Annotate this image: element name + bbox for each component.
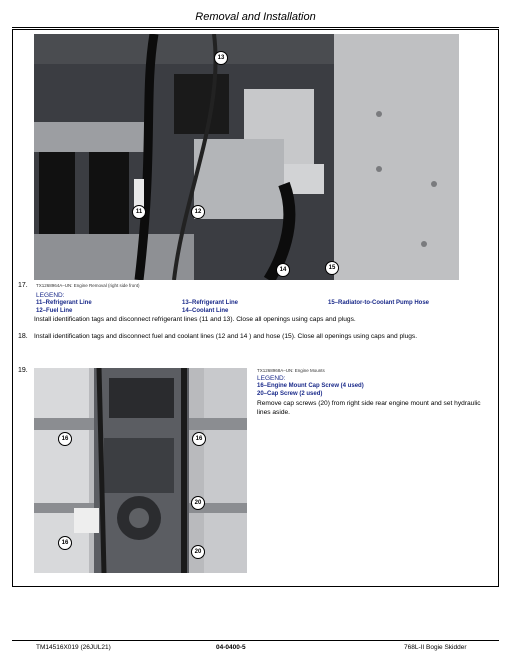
callout-15: 15 (325, 261, 339, 275)
step-18-number: 18. (18, 333, 28, 340)
step-19-legend-title: LEGEND: (257, 375, 286, 382)
step-19-number: 19. (18, 367, 28, 374)
step-17-legend-title: LEGEND: (36, 292, 65, 299)
callout-16-left-upper: 16 (58, 432, 72, 446)
callout-16-right: 16 (192, 432, 206, 446)
step-17-text: Install identification tags and disconnect refrigerant lines (11 and 13). Close all openings using caps and plugs. (34, 316, 356, 323)
footer-document-id: TM14516X019 (26JUL21) (36, 644, 111, 651)
engine-mounts-photo (34, 368, 247, 573)
step-17-number: 17. (18, 282, 28, 289)
legend-item-12: 12–Fuel Line (36, 308, 73, 314)
callout-14: 14 (276, 263, 290, 277)
engine-removal-photo (34, 34, 459, 280)
legend-item-11: 11–Refrigerant Line (36, 300, 92, 306)
step-17-caption: TX1268964A–UN: Engine Removal (right side front) (36, 283, 140, 288)
footer-page-number: 04-0400-5 (216, 644, 246, 651)
legend-item-13: 13–Refrigerant Line (182, 300, 239, 306)
callout-20-upper: 20 (191, 496, 205, 510)
legend-item-20: 20–Cap Screw (2 used) (257, 391, 323, 397)
page-header-title: Removal and Installation (195, 11, 316, 23)
legend-item-14: 14–Coolant Line (182, 308, 229, 314)
page-header (12, 6, 499, 28)
callout-16-left-lower: 16 (58, 536, 72, 550)
callout-20-lower: 20 (191, 545, 205, 559)
legend-item-16: 16–Engine Mount Cap Screw (4 used) (257, 383, 364, 389)
callout-13: 13 (214, 51, 228, 65)
callout-12: 12 (191, 205, 205, 219)
step-19-text: Remove cap screws (20) from right side rear engine mount and set hydraulic lines aside. (257, 400, 481, 416)
engine-removal-illustration (34, 34, 459, 280)
legend-item-15: 15–Radiator-to-Coolant Pump Hose (328, 300, 430, 306)
step-18-text: Install identification tags and disconnect fuel and coolant lines (12 and 14 ) and hose (15). Close all openings using caps and plugs. (34, 333, 418, 340)
footer-divider (12, 640, 499, 641)
footer-machine-name: 768L-II Bogie Skidder (404, 644, 467, 651)
callout-11: 11 (132, 205, 146, 219)
step-19-caption: TX1268968A–UN: Engine Mounts (257, 368, 325, 373)
